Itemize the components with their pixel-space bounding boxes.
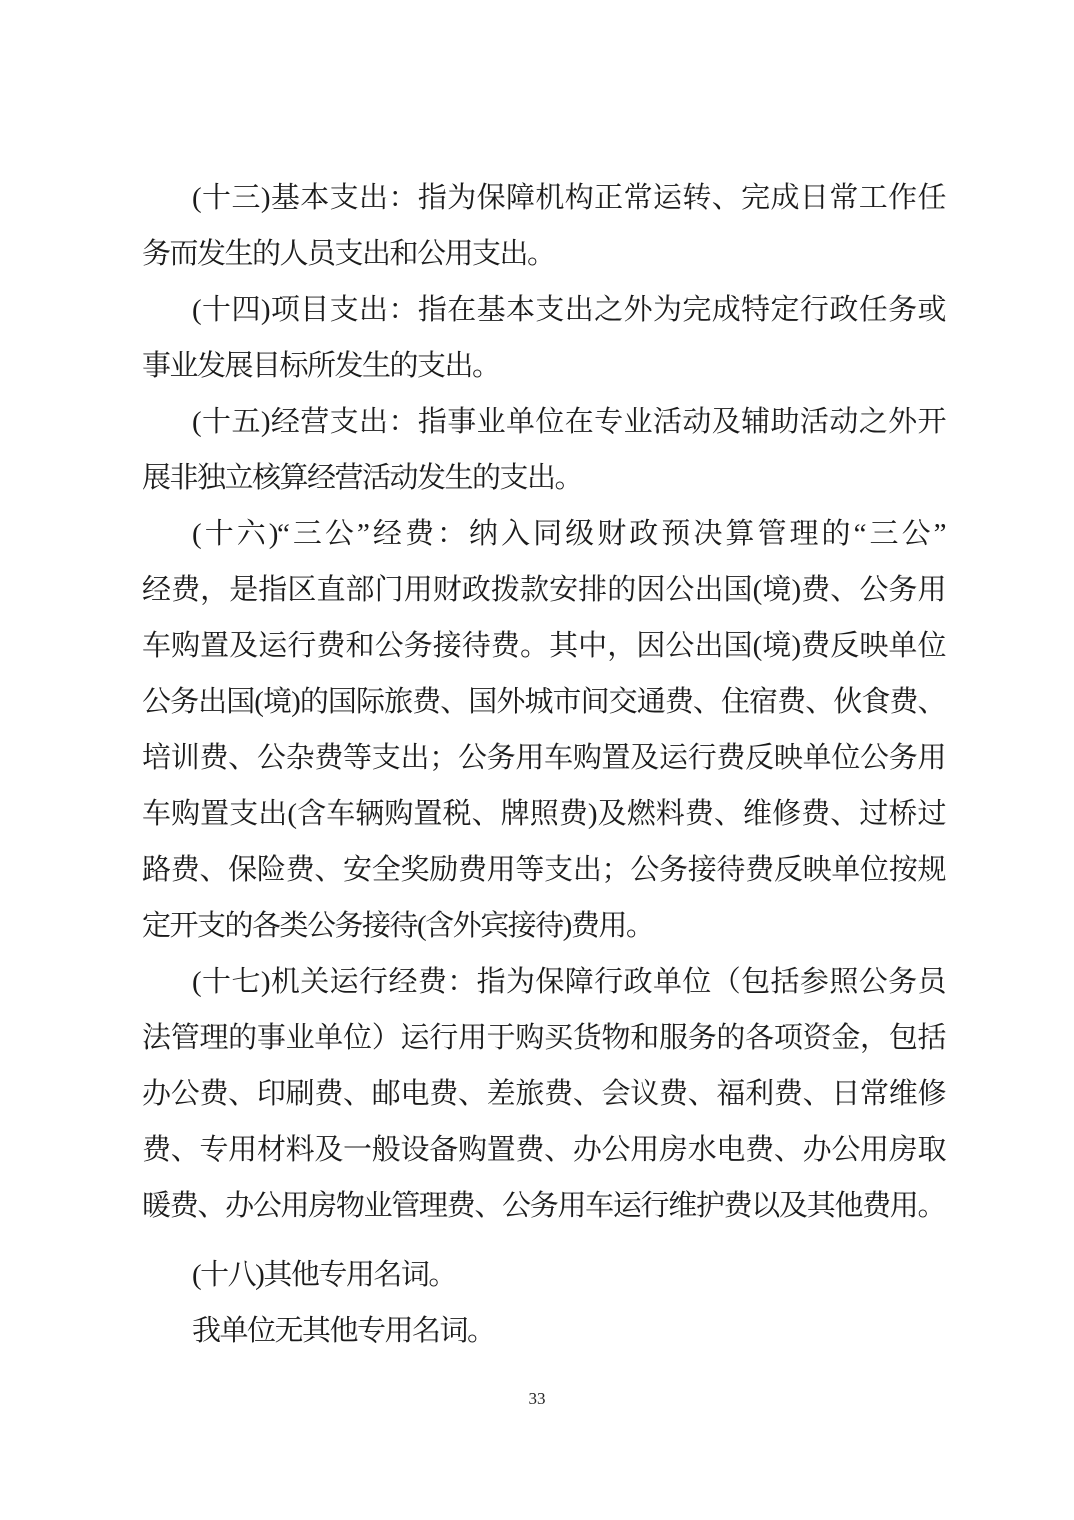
text-line: (十四)项目支出：指在基本支出之外为完成特定行政任务或	[192, 294, 945, 326]
paragraph-item-16	[142, 506, 945, 954]
text-line: (十六)“三公”经费：纳入同级财政预决算管理的“三公”	[192, 518, 945, 550]
paragraph-item-15	[142, 394, 945, 506]
text-line: 定开支的各类公务接待(含外宾接待)费用。	[142, 910, 654, 942]
text-line: 暖费、办公用房物业管理费、公务用车运行维护费以及其他费用。	[142, 1190, 945, 1222]
page-footer	[0, 1388, 1074, 1410]
text-line: 车购置支出(含车辆购置税、牌照费)及燃料费、维修费、过桥过	[142, 798, 945, 830]
document-body	[142, 170, 945, 1359]
paragraph-item-17	[142, 954, 945, 1234]
text-line: (十五)经营支出：指事业单位在专业活动及辅助活动之外开	[192, 406, 945, 438]
text-line: 展非独立核算经营活动发生的支出。	[142, 462, 583, 494]
page-number: 33	[528, 1389, 546, 1408]
text-line: 法管理的事业单位）运行用于购买货物和服务的各项资金，包括	[142, 1022, 945, 1054]
paragraph-item-14	[142, 282, 945, 394]
text-line: 路费、保险费、安全奖励费用等支出；公务接待费反映单位按规	[142, 854, 945, 886]
text-line: (十七)机关运行经费：指为保障行政单位（包括参照公务员	[192, 966, 945, 998]
text-line: 事业发展目标所发生的支出。	[142, 350, 500, 382]
text-line: 务而发生的人员支出和公用支出。	[142, 238, 555, 270]
paragraph-item-18	[142, 1247, 945, 1303]
paragraph-item-13	[142, 170, 945, 282]
text-line: 我单位无其他专用名词。	[192, 1315, 495, 1347]
text-line: (十八)其他专用名词。	[192, 1259, 456, 1291]
text-line: 办公费、印刷费、邮电费、差旅费、会议费、福利费、日常维修	[142, 1078, 945, 1110]
text-line: 公务出国(境)的国际旅费、国外城市间交通费、住宿费、伙食费、	[142, 686, 945, 718]
text-line: 费、专用材料及一般设备购置费、办公用房水电费、办公用房取	[142, 1134, 945, 1166]
text-line: 经费，是指区直部门用财政拨款安排的因公出国(境)费、公务用	[142, 574, 945, 606]
text-line: (十三)基本支出：指为保障机构正常运转、完成日常工作任	[192, 182, 945, 214]
text-line: 车购置及运行费和公务接待费。其中，因公出国(境)费反映单位	[142, 630, 945, 662]
text-line: 培训费、公杂费等支出；公务用车购置及运行费反映单位公务用	[142, 742, 945, 774]
paragraph-closing	[142, 1303, 945, 1359]
